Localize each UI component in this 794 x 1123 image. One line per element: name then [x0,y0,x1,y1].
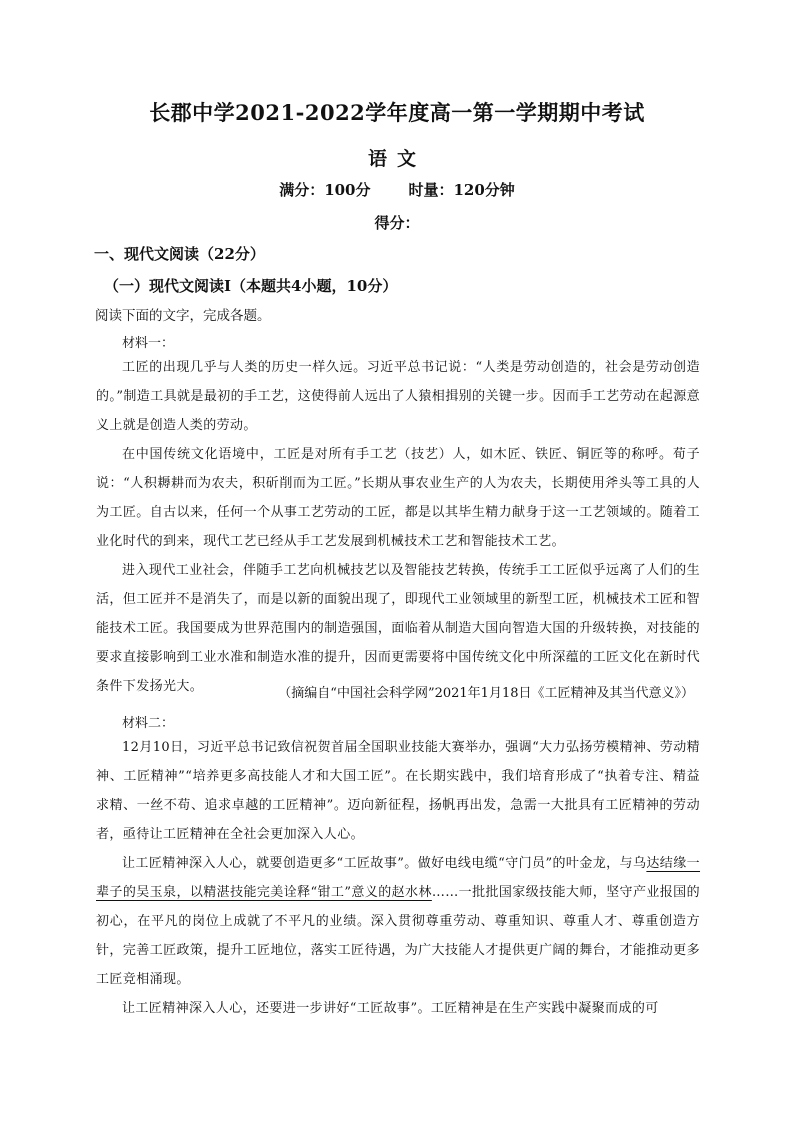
paragraph [96,849,700,994]
subsection-heading: （一）现代文阅读Ⅰ（本题共4小题，10分） [104,277,398,295]
paragraph: 工匠的出现几乎与人类的历史一样久远。习近平总书记说：“人类是劳动创造的，社会是劳动创造的。”制造工具就是最初的手工艺，这使得前人远出了人猿相揖别的关键一步。因而手工艺劳动在起源意义上就是创造人类的劳动。 [96,360,700,433]
instruction-text: 阅读下面的文字，完成各题。 [95,308,271,324]
time-limit: 时量：120分钟 [408,181,515,199]
exam-meta [0,179,794,200]
paragraph: 进入现代工业社会，伴随手工艺向机械技艺以及智能技艺转换，传统手工工匠似乎远离了人们的生活，但工匠并不是消失了，而是以新的面貌出现了，即现代工业领域里的新型工匠，机械技术工匠和智能技术工匠。我国要成为世界范围内的制造强国，面临着从制造大国向智造大国的升级转换，对技能的要求直接影响到工业水准和制造水准的提升，因而更需要将中国传统文化中所深蕴的工匠文化在新时代条件下发扬光大。 [96,563,700,694]
paragraph-text: ……一批批国家级技能大师，坚守产业报国的初心，在平凡的岗位上成就了不平凡的业绩。深入贯彻尊重劳动、尊重知识、尊重人才、尊重创造方针，完善工匠政策，提升工匠地位，落实工匠待遇，为广大技能人才提供更广阔的舞台，才能推动更多工匠竞相涌现。 [96,885,700,987]
paragraph: 12月10日，习近平总书记致信祝贺首届全国职业技能大赛举办，强调“大力弘扬劳模精神、劳动精神、工匠精神”“培养更多高技能人才和大国工匠”。在长期实践中，我们培育形成了“执着专注、精益求精、一丝不苟、追求卓越的工匠精神”。迈向新征程，扬帆再出发，急需一大批具有工匠精神的劳动者，亟待让工匠精神在全社会更加深入人心。 [96,740,700,842]
paragraph-text: 让工匠精神深入人心，就要创造更多“工匠故事”。做好电线电缆“守门员”的叶金龙，与乌 [122,856,647,871]
subject-title: 语文 [367,148,426,170]
score-label: 得分： [374,214,420,232]
material1-label: 材料一： [122,336,175,351]
section-heading: 一、现代文阅读（22分） [94,245,265,263]
full-score: 满分：100分 [279,181,371,199]
material2-body [96,733,700,1023]
material2-label: 材料二： [122,716,175,731]
material1-body [96,353,700,701]
source-citation: （摘编自“中国社会科学网”2021年1月18日《工匠精神及其当代意义》） [278,686,694,701]
paragraph: 让工匠精神深入人心，还要进一步讲好“工匠故事”。工匠精神是在生产实践中凝聚而成的可 [122,1001,659,1016]
underlined-text: 达结缘一辈子的吴玉泉，以精湛技能完美诠释“钳工”意义的赵水林 [96,856,701,900]
exam-title: 长郡中学2021-2022学年度高一第一学期期中考试 [149,100,645,125]
paragraph: 在中国传统文化语境中，工匠是对所有手工艺（技艺）人，如木匠、铁匠、铜匠等的称呼。荀子说：“人积耨耕而为农夫，积斫削而为工匠。”长期从事农业生产的人为农夫，长期使用斧头等工具的人为工匠。自古以来，任何一个从事工艺劳动的工匠，都是以其毕生精力献身于这一工艺领域的。随着工业化时代的到来，现代工艺已经从手工艺发展到机械技术工艺和智能技术工艺。 [96,447,700,549]
